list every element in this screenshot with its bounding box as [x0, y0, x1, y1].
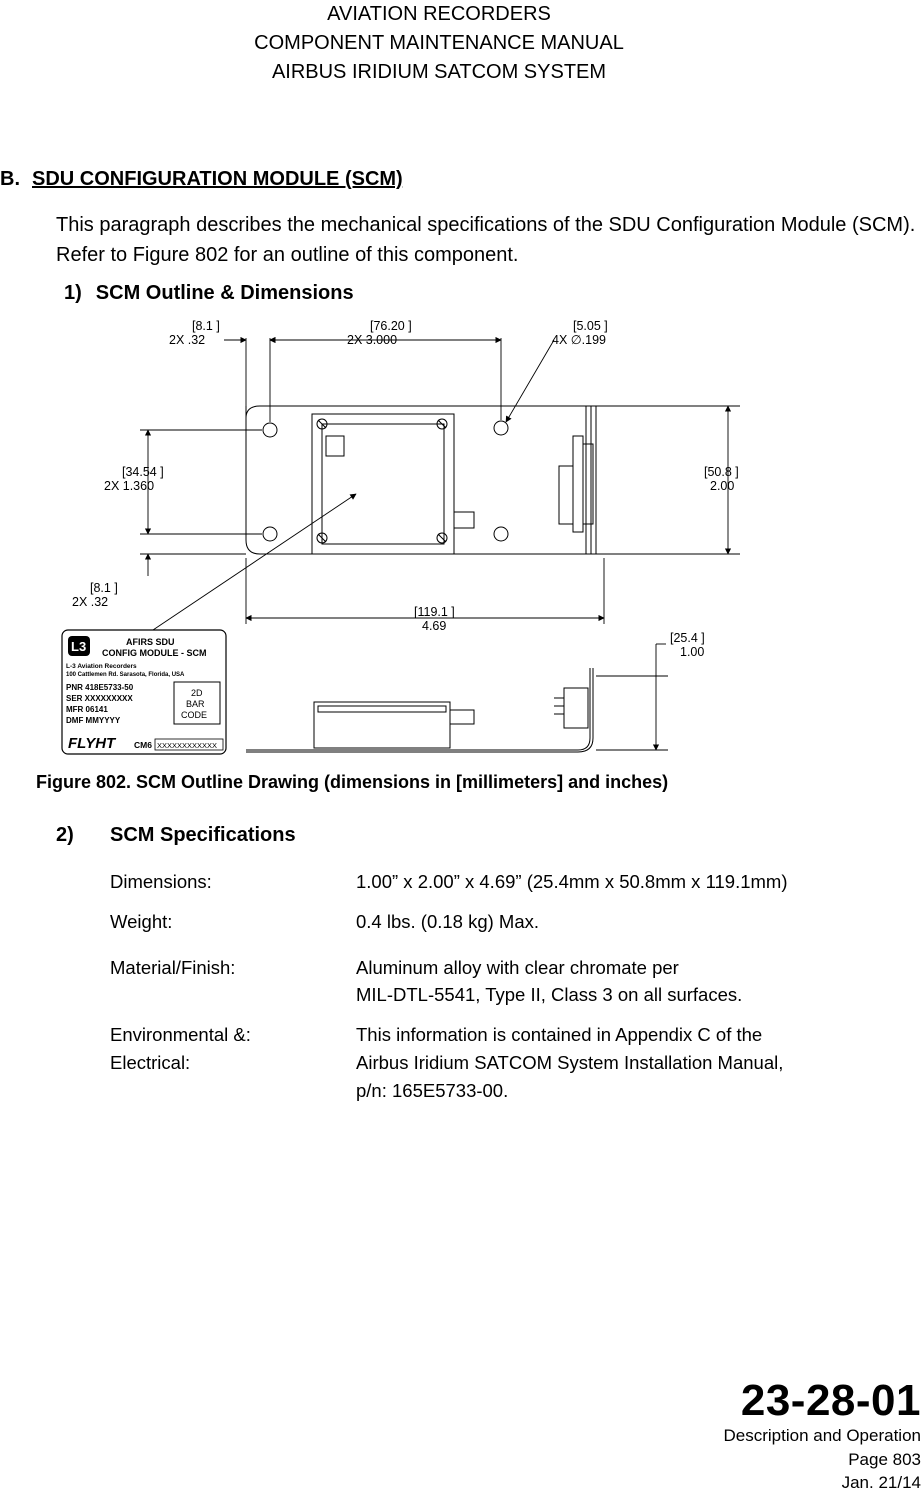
dim-text: [119.1 ]	[414, 605, 455, 619]
label-address: 100 Cattlemen Rd. Sarasota, Florida, USA	[66, 672, 185, 678]
side-view-plate	[246, 668, 590, 750]
footer-description: Description and Operation	[723, 1426, 921, 1445]
spec-value: p/n: 165E5733-00.	[356, 1080, 509, 1101]
spec-value: 1.00” x 2.00” x 4.69” (25.4mm x 50.8mm x 119.1mm)	[356, 871, 788, 892]
dim-text: 2X 3.000	[347, 333, 398, 347]
dim-text: 2X .32	[169, 333, 206, 347]
label-pnr: PNR 418E5733-50	[66, 683, 134, 692]
outline-title: SCM Outline & Dimensions	[95, 282, 354, 304]
label-mfr: MFR 06141	[66, 705, 108, 714]
scm-label	[62, 630, 226, 754]
label-dmf: DMF MMYYYY	[66, 716, 121, 725]
dim-text: 1.00	[680, 645, 705, 659]
dim-text: 2X 1.360	[104, 479, 155, 493]
dim-text: 2.00	[710, 479, 735, 493]
spec-value: MIL-DTL-5541, Type II, Class 3 on all surfaces.	[356, 984, 743, 1005]
specs-heading	[56, 824, 296, 847]
spec-value: Aluminum alloy with clear chromate per	[356, 957, 679, 978]
document-number: 23-28-01	[740, 1376, 921, 1425]
label-ser: SER XXXXXXXXX	[66, 694, 133, 703]
outline-number: 1)	[64, 282, 82, 304]
spec-label: Electrical:	[110, 1052, 191, 1073]
barcode-text: CODE	[181, 710, 208, 720]
dim-text: [25.4 ]	[670, 631, 705, 645]
flyht-logo: FLYHT	[68, 735, 116, 752]
dim-text: 2X .32	[72, 595, 109, 609]
label-cm: CM6	[134, 740, 152, 750]
header-line-2: COMPONENT MAINTENANCE MANUAL	[254, 32, 624, 54]
dim-text: 4.69	[422, 619, 447, 633]
footer-page: Page 803	[848, 1450, 921, 1469]
document-header	[0, 0, 878, 87]
section-title: SDU CONFIGURATION MODULE (SCM)	[32, 168, 403, 190]
module-body	[312, 414, 454, 554]
barcode-text: BAR	[186, 699, 205, 709]
outline-heading	[64, 282, 354, 305]
dim-text: [8.1 ]	[90, 581, 118, 595]
scm-outline-drawing	[56, 318, 746, 760]
header-line-3: AIRBUS IRIDIUM SATCOM SYSTEM	[271, 61, 607, 83]
spec-value: This information is contained in Appendix C of the	[356, 1024, 763, 1045]
dim-text: [5.05 ]	[573, 319, 608, 333]
barcode-text: 2D	[191, 688, 203, 698]
specs-title: SCM Specifications	[110, 824, 296, 846]
specs-number: 2)	[56, 824, 74, 846]
section-heading	[0, 168, 403, 191]
label-title-1: AFIRS SDU	[126, 637, 175, 647]
label-cm-value: XXXXXXXXXXXX	[157, 741, 218, 750]
spec-value: 0.4 lbs. (0.18 kg) Max.	[356, 911, 540, 932]
tab	[454, 512, 474, 528]
label-title-2: CONFIG MODULE - SCM	[102, 648, 207, 658]
spec-label: Environmental &:	[110, 1024, 251, 1045]
mounting-hole	[263, 423, 277, 437]
mounting-hole	[494, 527, 508, 541]
spec-label: Material/Finish:	[110, 957, 236, 978]
section-paragraph: This paragraph describes the mechanical specifications of the SDU Configuration Module (SCM). Refer to Figure 802 for an outline of this component.	[56, 214, 916, 266]
dim-text: [50.8 ]	[704, 465, 739, 479]
header-line-1: AVIATION RECORDERS	[327, 3, 551, 25]
mounting-hole	[263, 527, 277, 541]
spec-value: Airbus Iridium SATCOM System Installation Manual,	[356, 1052, 784, 1073]
footer-date: Jan. 21/14	[841, 1473, 921, 1492]
dim-text: [76.20 ]	[370, 319, 412, 333]
dim-text: [34.54 ]	[122, 465, 164, 479]
plate-outline	[246, 406, 596, 554]
spec-label: Dimensions:	[110, 871, 212, 892]
dim-text: 4X ∅.199	[552, 333, 606, 347]
label-company: L-3 Aviation Recorders	[66, 663, 137, 670]
l3-logo-text: L3	[71, 639, 87, 654]
section-letter: B.	[0, 168, 20, 190]
spec-label: Weight:	[110, 911, 173, 932]
figure-caption: Figure 802. SCM Outline Drawing (dimensions in [millimeters] and inches)	[36, 772, 669, 792]
mounting-hole	[494, 421, 508, 435]
dim-text: [8.1 ]	[192, 319, 220, 333]
